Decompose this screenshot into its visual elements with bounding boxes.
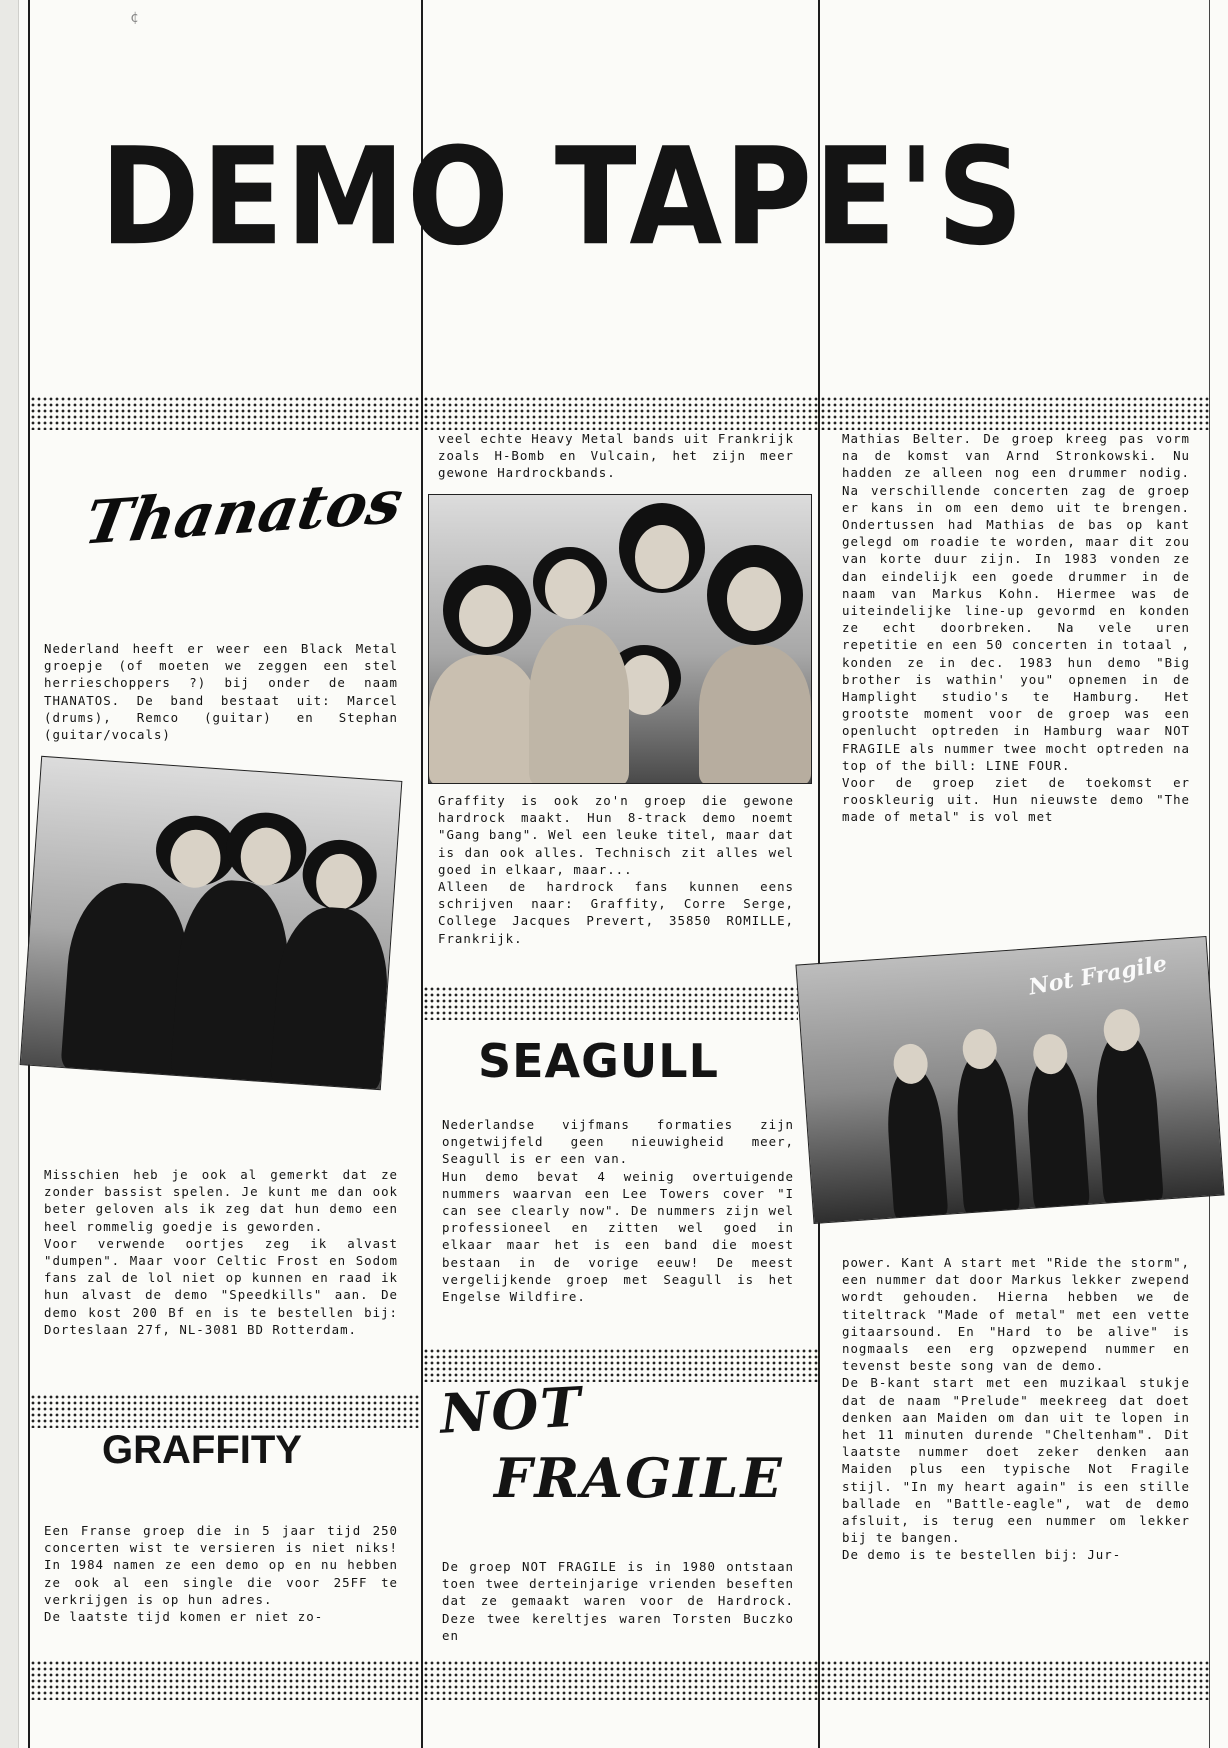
thanatos-intro: Nederland heeft er weer een Black Metal groepje (of moeten we zeggen een stel herrieschoppers ?) bij onder de naam THANATOS. De band bestaat uit: Marcel (drums), Remco (guitar) en Stephan (guitar/vocals) <box>44 641 398 743</box>
notfragile-col3-p3: power. Kant A start met "Ride the storm", een nummer dat door Markus lekker zwepend wordt gehouden. Hierna hebben we de titeltrack "Made of metal" met een vette gitaarsound. En "Hard to be alive" is nogmaals een erg opzwepend nummer en tevenst beste song van de demo. <box>842 1255 1190 1374</box>
thanatos-body-2: Voor verwende oortjes zeg ik alvast "dumpen". Maar voor Celtic Frost en Sodom fans zal de lol niet op kunnen en raad ik hun alvast de demo "Speedkills" aan. De demo kost 200 Bf en is te bestellen bij: Dorteslaan 27f, NL-3081 BD Rotterdam. <box>44 1235 398 1337</box>
graffity-col2-top: veel echte Heavy Metal bands uit Frankrijk zoals H-Bomb en Vulcain, het zijn meer gewone Hardrockbands. <box>438 431 794 481</box>
halftone-band-seagull <box>423 986 798 1020</box>
halftone-band-top-2 <box>423 396 818 430</box>
halftone-band-bottom-1 <box>30 1660 421 1700</box>
graffity-band-photo <box>428 494 812 784</box>
page-binding-edge <box>0 0 19 1748</box>
notfragile-band-photo <box>795 936 1224 1224</box>
graffity-body: Een Franse groep die in 5 jaar tijd 250 concerten wist te versieren is niet niks! In 1984 namen ze een demo op en nu hebben ze ook al een single die voor 25FF te verkrijgen is op hun adres. <box>44 1523 398 1607</box>
notfragile-col3-p1: Mathias Belter. De groep kreeg pas vorm na de komst van Arnd Stronkowski. Nu hadden ze alleen nog een drummer nodig. Na verschillende concerten zag de groep er kans in om een demo uit te brengen. Ondertussen had Mathias de bas op kant gelegd om roadie te worden, maar dit zou van korte duur zijn. In 1983 vonden ze dan eindelijk een goede drummer in de naam van Markus Kohn. Hiermee was de uiteindelijke line-up gevormd en konden ze echt doorbreken. Na vele uren repetitie en een 50 concerten in totaal , konden ze in dec. 1983 hun demo "Big brother is wathin' you" opnemen in de Hamplight studio's te Hamburg. Het grootste moment voor de groep was een openlucht optreden in Hamburg waar NOT FRAGILE als nummer twee mocht optreden na top of the bill: LINE FOUR. <box>842 431 1190 773</box>
halftone-band-top-3 <box>820 396 1209 430</box>
column-rule-right <box>1209 0 1210 1748</box>
halftone-band-bottom-2 <box>423 1660 818 1700</box>
halftone-band-top-1 <box>30 396 421 430</box>
notfragile-intro: De groep NOT FRAGILE is in 1980 ontstaan toen twee derteinjarige vrienden beseften dat ze gemaakt waren voor de Hardrock. Deze twee kereltjes waren Torsten Buczko en <box>442 1559 794 1643</box>
thanatos-band-photo <box>20 756 403 1090</box>
corner-mark: ¢ <box>130 10 139 26</box>
notfragile-col3-p4: De B-kant start met een muzikaal stukje dat de naam "Prelude" meekreeg dat doet denken aan Maiden om dan uit te lopen in het 11 minuten durende "Cheltenham". Dit laatste nummer doet zeker denken aan Maiden plus een typische Not Fragile stijl. "In my heart again" is een stille ballade en "Battle-eagle", wat de demo afsluit, is terug een nummer om lekker bij te bangen. <box>842 1375 1190 1546</box>
notfragile-heading-line1: NOT <box>438 1374 585 1446</box>
graffity-col2-top-text <box>438 430 794 486</box>
notfragile-col3-p2: Voor de groep ziet de toekomst er rooskleurig uit. Hun nieuwste demo "The made of metal" is vol met <box>842 775 1190 825</box>
notfragile-col3-review-text <box>842 1254 1190 1654</box>
halftone-band-notfragile <box>423 1348 818 1382</box>
column-rule-left <box>28 0 30 1748</box>
halftone-band-graffity <box>30 1394 421 1428</box>
thanatos-body-1: Misschien heb je ook al gemerkt dat ze zonder bassist spelen. Je kunt me dan ook beter geloven als ik zeg dat hun demo een heel rommelig goedje is geworden. <box>44 1167 398 1234</box>
graffity-col2-mid: Graffity is ook zo'n groep die gewone hardrock maakt. Hun 8-track demo noemt "Gang bang". Wel een leuke titel, maar dat is dan ook alles. Technisch zit alles wel goed in elkaar, maar... <box>438 793 794 877</box>
graffity-body-cont: De laatste tijd komen er niet zo- <box>44 1609 324 1625</box>
halftone-band-bottom-3 <box>820 1660 1209 1700</box>
thanatos-logo: Thanatos <box>79 467 408 559</box>
seagull-body-2: Hun demo bevat 4 weinig overtuigende nummers waarvan een Lee Towers cover "I can see clearly now". De nummers zijn wel professioneel en zitten wel goed in elkaar maar het is een band die moest bestaan in de vorige eeuw! De meest vergelijkende groep met Seagull is het Engelse Wildfire. <box>442 1168 794 1305</box>
seagull-heading: SEAGULL <box>478 1034 719 1088</box>
graffity-col2-text <box>438 792 794 972</box>
seagull-body-text <box>442 1116 794 1326</box>
graffity-body-text <box>44 1522 398 1652</box>
notfragile-col3-p5: De demo is te bestellen bij: Jur- <box>842 1547 1122 1563</box>
seagull-body-1: Nederlandse vijfmans formaties zijn ongetwijfeld geen nieuwigheid meer, Seagull is er een van. <box>442 1117 794 1167</box>
thanatos-body-text <box>44 1166 398 1390</box>
notfragile-col3-text <box>842 430 1190 910</box>
notfragile-photo-caption: Not Fragile <box>1026 950 1169 1001</box>
graffity-heading: GRAFFITY <box>102 1428 302 1472</box>
page-title: DEMO TAPE'S <box>100 120 1026 276</box>
thanatos-intro-text <box>44 640 398 752</box>
notfragile-heading-line2: FRAGILE <box>494 1446 784 1510</box>
notfragile-intro-text <box>442 1558 794 1654</box>
graffity-col2-address: Alleen de hardrock fans kunnen eens schrijven naar: Graffity, Corre Serge, College Jacques Prevert, 35850 ROMILLE, Frankrijk. <box>438 879 794 946</box>
